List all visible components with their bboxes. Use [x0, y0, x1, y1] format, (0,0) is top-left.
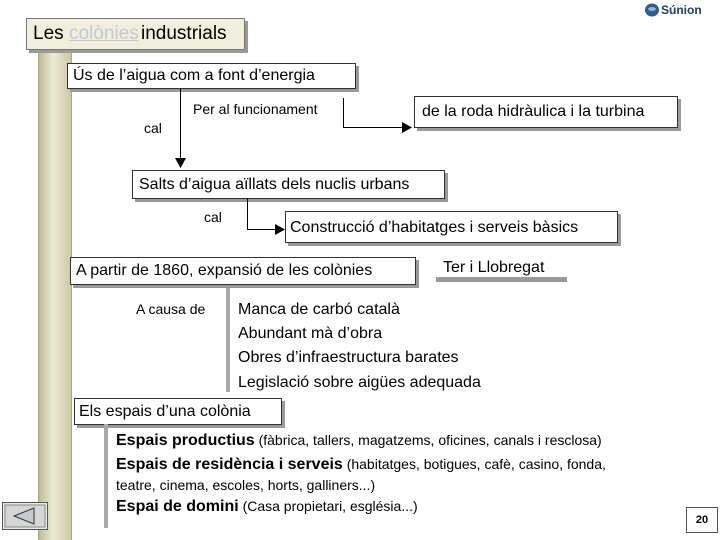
label-cal-1: cal — [144, 120, 162, 136]
label-funcionament: Per al funcionament — [193, 101, 318, 117]
triangle-left-icon — [2, 502, 48, 530]
sunion-logo — [644, 2, 716, 18]
sunion-logo-icon — [644, 2, 716, 18]
decorative-pillar — [38, 44, 72, 540]
connector-line — [180, 88, 181, 162]
cause-item: Abundant mà d’obra — [238, 325, 383, 342]
espai-productius-title: Espais productius — [116, 432, 255, 449]
box-roda-hidraulica — [414, 96, 678, 128]
espai-residencia — [116, 457, 606, 473]
label-ter-llobregat: Ter i Llobregat — [443, 259, 545, 276]
espai-domini-detail: (Casa propietari, església...) — [238, 498, 418, 514]
espai-domini — [116, 499, 418, 515]
connector-line — [343, 127, 404, 128]
box-expansio-label: A partir de 1860, expansió de les colònies — [76, 262, 373, 279]
bracket-line-causes — [226, 288, 230, 392]
bracket-line-espais — [104, 424, 108, 528]
box-us-aigua — [67, 63, 356, 89]
cause-item: Legislació sobre aigües adequada — [238, 374, 481, 391]
box-roda-label: de la roda hidràulica i la turbina — [422, 103, 645, 120]
espai-productius-detail: (fàbrica, tallers, magatzems, oficines, canals i resclosa) — [254, 432, 602, 448]
connector-line — [343, 98, 344, 127]
espai-residencia-detail: (habitatges, botigues, cafè, casino, fonda, — [342, 456, 606, 472]
arrow-right-icon — [275, 224, 285, 235]
title-part1: Les — [33, 23, 64, 44]
label-a-causa-de: A causa de — [136, 301, 206, 317]
box-salts-aigua — [132, 170, 445, 199]
title-link-colonies[interactable]: colònies — [69, 23, 139, 44]
box-espais-colonia — [74, 398, 282, 425]
title-part3: industrials — [141, 23, 227, 44]
arrow-right-icon — [402, 122, 412, 133]
cause-item: Obres d’infraestructura barates — [238, 349, 459, 366]
espai-residencia-detail-2: teatre, cinema, escoles, horts, galliners...) — [116, 477, 376, 493]
box-construccio — [285, 211, 618, 243]
connector-line — [247, 229, 276, 230]
ter-underline — [436, 277, 567, 282]
espai-residencia-title: Espais de residència i serveis — [116, 456, 343, 473]
page-title — [26, 18, 245, 50]
box-espais-label: Els espais d’una colònia — [79, 403, 251, 420]
connector-line — [247, 199, 248, 229]
espai-domini-title: Espai de domini — [116, 498, 239, 515]
arrow-down-icon — [175, 158, 186, 168]
back-button[interactable] — [2, 502, 48, 530]
box-construccio-label: Construcció d’habitatges i serveis bàsics — [290, 219, 579, 236]
label-cal-2: cal — [204, 209, 222, 225]
cause-item: Manca de carbó català — [238, 301, 400, 318]
box-us-aigua-label: Ús de l’aigua com a font d’energia — [73, 67, 315, 84]
box-salts-label: Salts d’aigua aïllats dels nuclis urbans — [139, 176, 410, 193]
page-number: 20 — [686, 507, 718, 533]
espai-productius — [116, 433, 602, 449]
svg-text:Súnion: Súnion — [661, 3, 702, 17]
box-expansio — [70, 257, 416, 285]
